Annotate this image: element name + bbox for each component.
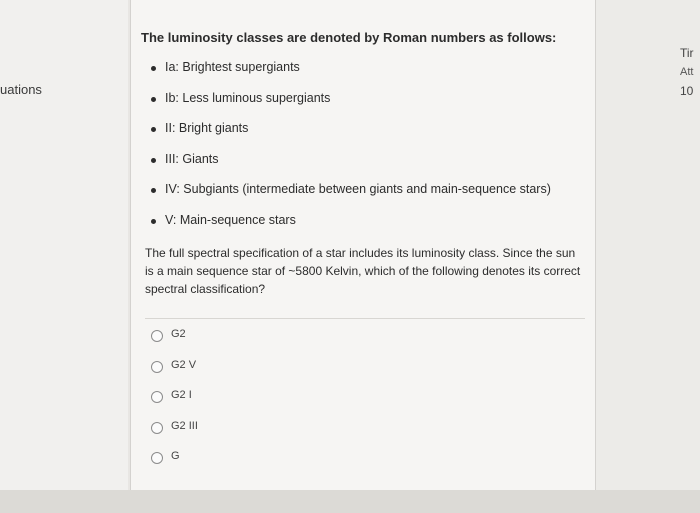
- radio-button[interactable]: [151, 422, 163, 434]
- answer-option[interactable]: [151, 389, 198, 420]
- answer-option[interactable]: [151, 420, 198, 451]
- list-item: III: Giants: [151, 152, 551, 183]
- radio-button[interactable]: [151, 391, 163, 403]
- list-item: Ib: Less luminous supergiants: [151, 91, 551, 122]
- list-item: V: Main-sequence stars: [151, 213, 551, 244]
- list-item: Ia: Brightest supergiants: [151, 60, 551, 91]
- answer-label[interactable]: G2 V: [171, 358, 197, 371]
- radio-button[interactable]: [151, 361, 163, 373]
- answer-label[interactable]: G2 III: [171, 419, 198, 432]
- answer-label[interactable]: G: [171, 450, 180, 462]
- divider: [145, 318, 585, 319]
- list-item: IV: Subgiants (intermediate between giants and main-sequence stars): [151, 182, 551, 213]
- right-info-panel: [596, 0, 700, 513]
- answer-label[interactable]: G2 I: [171, 389, 192, 401]
- question-panel: [130, 0, 596, 491]
- luminosity-class-list: [151, 60, 551, 243]
- radio-button[interactable]: [151, 452, 163, 464]
- answer-option[interactable]: [151, 328, 198, 359]
- attempt-value: 10: [680, 84, 694, 98]
- nav-link-equations[interactable]: uations: [0, 82, 42, 97]
- answer-options: [151, 328, 198, 481]
- list-item: II: Bright giants: [151, 121, 551, 152]
- attempt-label: Att: [680, 66, 694, 78]
- left-navigation: [0, 0, 128, 513]
- question-prompt: The full spectral specification of a star includes its luminosity class. Since the sun is a main sequence star of ~5800 Kelvin, which of the following denotes its correct spectral classification?: [145, 246, 581, 296]
- timer-label: Tir: [680, 46, 694, 60]
- answer-option[interactable]: [151, 359, 198, 390]
- radio-button[interactable]: [151, 330, 163, 342]
- screen-bottom-edge: [0, 490, 700, 513]
- answer-option[interactable]: [151, 450, 198, 481]
- intro-text: The luminosity classes are denoted by Roman numbers as follows:: [141, 30, 557, 45]
- answer-label[interactable]: G2: [171, 328, 186, 340]
